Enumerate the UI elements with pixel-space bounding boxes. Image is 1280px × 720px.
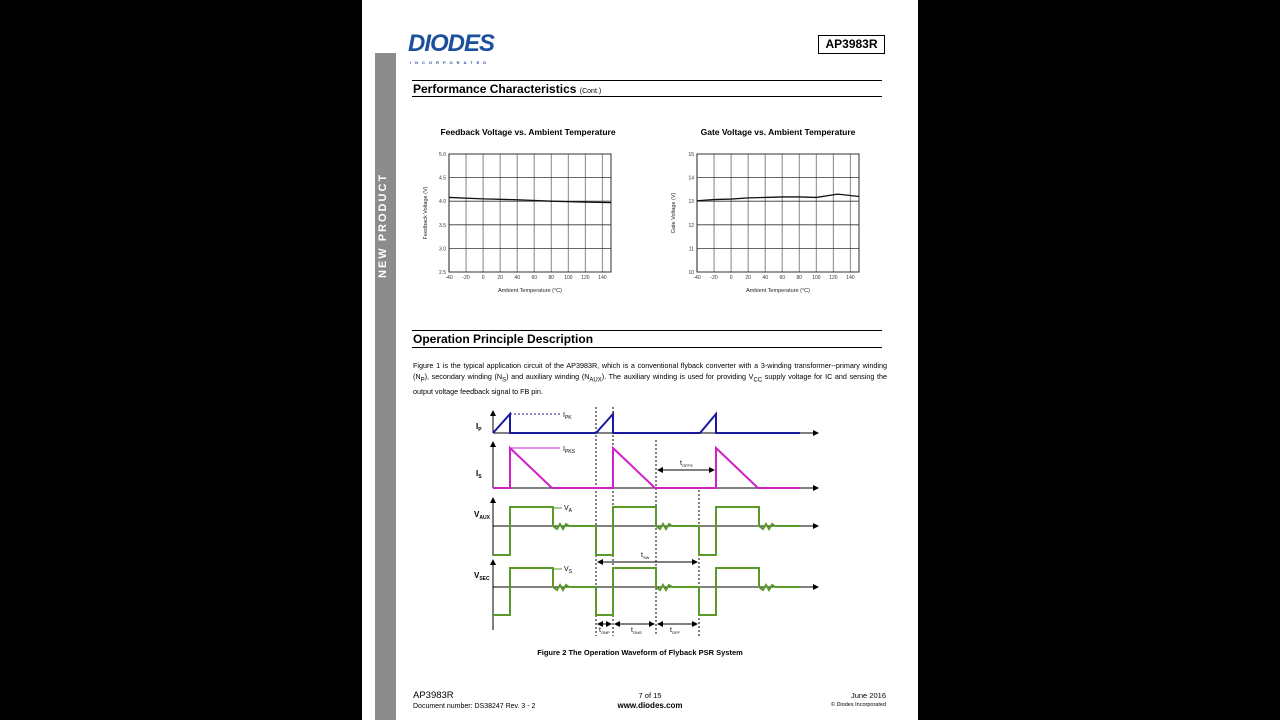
y-tick-label: 15 — [688, 152, 694, 158]
chart-title: Gate Voltage vs. Ambient Temperature — [700, 127, 856, 137]
toffs-label: $t_{OFFS}$ — [680, 460, 693, 468]
x-tick-label: -40 — [693, 275, 701, 281]
y-tick-label: 3.0 — [439, 246, 446, 253]
x-tick-label: -40 — [445, 275, 453, 281]
x-tick-label: -20 — [710, 275, 718, 281]
tsw-label: $t_{SW}$ — [641, 552, 650, 560]
ip-label: $I_P$ — [476, 422, 482, 433]
section-title-performance: Performance Characteristics (Cont.) — [413, 82, 602, 96]
y-axis-label: Gate Voltage (V) — [671, 192, 677, 234]
is-label: $I_S$ — [476, 469, 482, 480]
x-axis-label: Ambient Temperature (°C) — [746, 288, 810, 294]
logo-text: DIODES — [408, 30, 495, 57]
x-tick-label: 0 — [481, 275, 485, 281]
ip-waveform — [493, 414, 800, 433]
datasheet-page — [362, 0, 918, 720]
y-tick-label: 11 — [688, 246, 694, 253]
vaux-label: $V_{AUX}$ — [474, 510, 490, 521]
timing-guides — [510, 407, 699, 636]
x-tick-label: 60 — [779, 275, 786, 281]
y-tick-label: 4.0 — [439, 199, 446, 206]
y-tick-label: 5.0 — [439, 152, 446, 158]
y-axis-label: Feedback Voltage (V) — [423, 186, 429, 240]
y-tick-label: 10 — [688, 270, 694, 276]
x-tick-label: 100 — [564, 275, 573, 281]
x-tick-label: 40 — [762, 275, 768, 281]
y-tick-label: 2.5 — [439, 270, 446, 276]
x-tick-label: 120 — [829, 275, 838, 281]
x-tick-label: 40 — [514, 275, 520, 281]
y-tick-label: 13 — [688, 199, 694, 206]
vs-label: $V_S$ — [564, 566, 573, 575]
logo-subtext: INCORPORATED — [410, 60, 491, 65]
x-tick-label: 60 — [531, 275, 538, 281]
vsec-waveform — [493, 568, 800, 615]
vsec-label: $V_{SEC}$ — [474, 571, 490, 582]
x-tick-label: 140 — [846, 275, 855, 281]
description-paragraph: Figure 1 is the typical application circuit of the AP3983R, which is a conventional flyback converter with a 3-winding transformer--primary winding $(N_P)$, secondary winding $(N_S)$ and auxiliary winding $(N_{AUX})$. The auxiliary winding is used for providing $V_{CC}$ supply voltage for IC and sensing the output voltage feedback signal to FB pin. — [413, 361, 887, 397]
footer-copyright: © Diodes Incorporated — [830, 702, 886, 708]
x-axis-label: Ambient Temperature (°C) — [498, 288, 562, 294]
x-tick-label: 100 — [812, 275, 821, 281]
x-tick-label: 120 — [581, 275, 590, 281]
y-tick-label: 14 — [688, 175, 694, 182]
x-tick-label: 20 — [745, 275, 751, 281]
x-tick-label: 0 — [729, 275, 733, 281]
toff-label: $t_{OFF}$ — [670, 627, 680, 635]
va-label: $V_A$ — [564, 505, 573, 514]
ipks-label: $I_{PKS}$ — [563, 446, 575, 455]
footer-part: AP3983R — [413, 690, 454, 701]
x-tick-label: 80 — [548, 275, 555, 281]
footer-url[interactable]: www.diodes.com — [617, 701, 683, 710]
y-tick-label: 4.5 — [439, 175, 446, 182]
waveform-diagram — [362, 0, 918, 720]
footer-date: June 2016 — [850, 691, 886, 700]
chart-title: Feedback Voltage vs. Ambient Temperature — [440, 127, 616, 137]
footer-docnum: Document number: DS38247 Rev. 3 - 2 — [413, 703, 536, 710]
x-tick-label: 140 — [598, 275, 607, 281]
x-tick-label: 20 — [497, 275, 503, 281]
figure-caption: Figure 2 The Operation Waveform of Flyback PSR System — [537, 648, 743, 657]
y-tick-label: 12 — [688, 222, 694, 229]
section-title-operation: Operation Principle Description — [413, 332, 594, 346]
x-tick-label: -20 — [462, 275, 470, 281]
footer-page: 7 of 15 — [638, 691, 662, 700]
y-tick-label: 3.5 — [439, 222, 446, 229]
ipk-label: $I_{PK}$ — [563, 412, 572, 421]
vaux-waveform — [493, 507, 800, 555]
tonp-label: $t_{ONP}$ — [599, 627, 610, 635]
sidebar-label: NEW PRODUCT — [377, 172, 389, 278]
is-waveform — [493, 448, 800, 488]
part-number-box: AP3983R — [818, 35, 885, 54]
tons-label: $t_{ONS}$ — [631, 627, 642, 635]
x-tick-label: 80 — [796, 275, 803, 281]
